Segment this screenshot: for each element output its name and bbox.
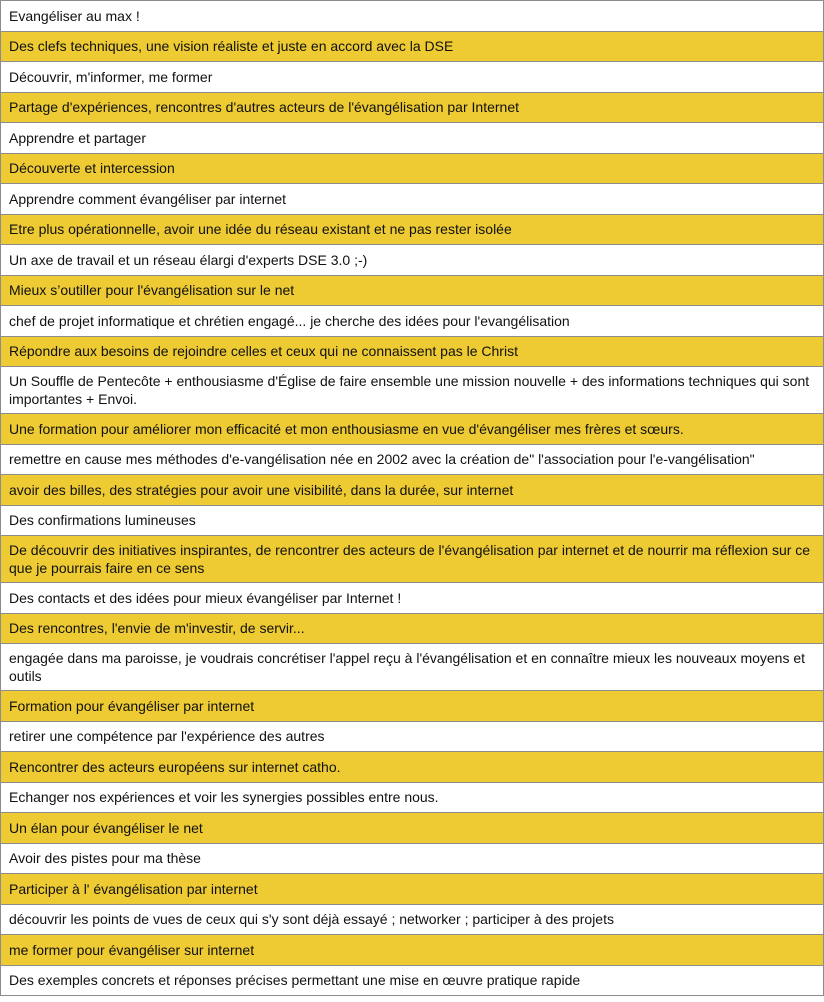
table-row: [1, 92, 824, 123]
table-cell: me former pour évangéliser sur internet: [1, 935, 824, 966]
responses-table-body: [1, 1, 824, 996]
table-cell: Formation pour évangéliser par internet: [1, 691, 824, 722]
table-cell: Répondre aux besoins de rejoindre celles et ceux qui ne connaissent pas le Christ: [1, 336, 824, 367]
table-cell: Un Souffle de Pentecôte + enthousiasme d'Église de faire ensemble une mission nouvelle + des informations techniques qui sont importantes + Envoi.: [1, 367, 824, 414]
table-cell: Etre plus opérationnelle, avoir une idée du réseau existant et ne pas rester isolée: [1, 214, 824, 245]
table-row: [1, 536, 824, 583]
table-row: [1, 505, 824, 536]
table-cell: découvrir les points de vues de ceux qui s'y sont déjà essayé ; networker ; participer à des projets: [1, 904, 824, 935]
table-cell: avoir des billes, des stratégies pour avoir une visibilité, dans la durée, sur internet: [1, 475, 824, 506]
table-cell: Echanger nos expériences et voir les synergies possibles entre nous.: [1, 782, 824, 813]
table-row: [1, 644, 824, 691]
table-cell: Un axe de travail et un réseau élargi d'experts DSE 3.0 ;-): [1, 245, 824, 276]
table-cell: Des confirmations lumineuses: [1, 505, 824, 536]
table-cell: Des contacts et des idées pour mieux évangéliser par Internet !: [1, 583, 824, 614]
table-row: [1, 444, 824, 475]
table-row: [1, 367, 824, 414]
table-row: [1, 306, 824, 337]
table-row: [1, 843, 824, 874]
table-row: [1, 475, 824, 506]
table-row: [1, 62, 824, 93]
table-row: [1, 691, 824, 722]
table-row: [1, 123, 824, 154]
table-cell: Apprendre et partager: [1, 123, 824, 154]
table-row: [1, 184, 824, 215]
table-row: [1, 782, 824, 813]
table-row: [1, 752, 824, 783]
table-cell: Evangéliser au max !: [1, 1, 824, 32]
table-row: [1, 31, 824, 62]
table-cell: Apprendre comment évangéliser par internet: [1, 184, 824, 215]
table-cell: Partage d'expériences, rencontres d'autres acteurs de l'évangélisation par Internet: [1, 92, 824, 123]
table-row: [1, 414, 824, 445]
table-cell: De découvrir des initiatives inspirantes, de rencontrer des acteurs de l'évangélisation par internet et de nourrir ma réflexion sur ce que je pourrais faire en ce sens: [1, 536, 824, 583]
table-cell: Des exemples concrets et réponses précises permettant une mise en œuvre pratique rapide: [1, 965, 824, 996]
table-row: [1, 721, 824, 752]
table-cell: Des rencontres, l'envie de m'investir, de servir...: [1, 613, 824, 644]
table-row: [1, 813, 824, 844]
table-cell: chef de projet informatique et chrétien engagé... je cherche des idées pour l'evangélisation: [1, 306, 824, 337]
table-row: [1, 336, 824, 367]
table-row: [1, 1, 824, 32]
table-row: [1, 935, 824, 966]
table-cell: Un élan pour évangéliser le net: [1, 813, 824, 844]
table-row: [1, 214, 824, 245]
table-row: [1, 275, 824, 306]
table-cell: Rencontrer des acteurs européens sur internet catho.: [1, 752, 824, 783]
table-row: [1, 965, 824, 996]
table-cell: Découvrir, m'informer, me former: [1, 62, 824, 93]
table-cell: remettre en cause mes méthodes d'e-vangélisation née en 2002 avec la création de" l'association pour l'e-vangélisation": [1, 444, 824, 475]
table-cell: Avoir des pistes pour ma thèse: [1, 843, 824, 874]
table-row: [1, 613, 824, 644]
table-cell: engagée dans ma paroisse, je voudrais concrétiser l'appel reçu à l'évangélisation et en connaître mieux les nouveaux moyens et outils: [1, 644, 824, 691]
table-row: [1, 583, 824, 614]
table-cell: retirer une compétence par l'expérience des autres: [1, 721, 824, 752]
table-cell: Découverte et intercession: [1, 153, 824, 184]
table-cell: Des clefs techniques, une vision réaliste et juste en accord avec la DSE: [1, 31, 824, 62]
table-cell: Mieux s’outiller pour l'évangélisation sur le net: [1, 275, 824, 306]
table-row: [1, 904, 824, 935]
table-row: [1, 874, 824, 905]
table-row: [1, 153, 824, 184]
table-row: [1, 245, 824, 276]
table-cell: Participer à l' évangélisation par internet: [1, 874, 824, 905]
table-cell: Une formation pour améliorer mon efficacité et mon enthousiasme en vue d'évangéliser mes frères et sœurs.: [1, 414, 824, 445]
